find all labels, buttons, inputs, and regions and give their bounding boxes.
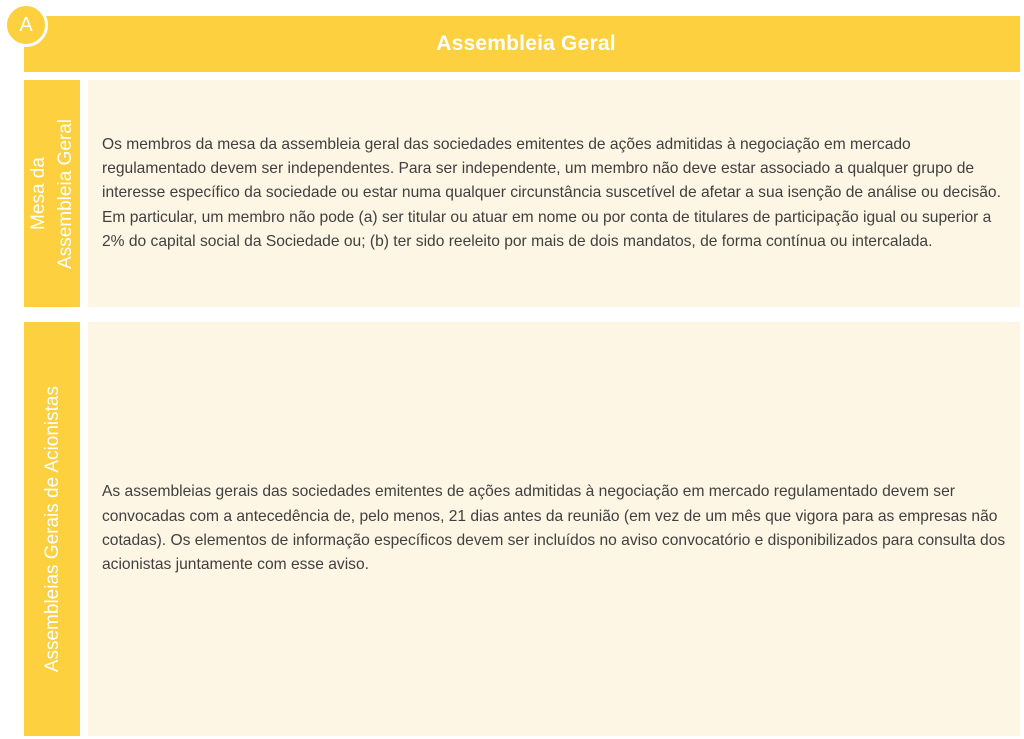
- row-label-text: [39, 386, 66, 672]
- section-header: [24, 16, 1020, 72]
- row-label-text: [25, 119, 79, 269]
- row-label-line1: Assembleias Gerais de Acionistas: [41, 385, 63, 673]
- row-label-mesa: [24, 80, 80, 307]
- row-text: As assembleias gerais das sociedades emitentes de ações admitidas à negociação em mercado regulamentado devem ser convocadas com a antecedência de, pelo menos, 21 dias antes da reunião (em vez de um mês que vigora para as empresas não cotadas). Os elementos de informação específicos devem ser incluídos no aviso convocatório e disponibilizados para consulta dos acionistas juntamente com esse aviso.: [102, 483, 1006, 574]
- row-content-mesa: [88, 80, 1020, 307]
- row-label-assembleias: [24, 322, 80, 736]
- row-content-assembleias: [88, 322, 1020, 736]
- row-label-line2: Assembleia Geral: [55, 118, 76, 269]
- row-text: Os membros da mesa da assembleia geral das sociedades emitentes de ações admitidas à negociação em mercado regulamentado devem ser independentes. Para ser independente, um membro não deve estar associado a qualquer grupo de interesse específico da sociedade ou estar numa qualquer circunstância suscetível de afetar a sua isenção de análise ou decisão. Em particular, um membro não pode (a) ser titular ou atuar em nome ou por conta de titulares de participação igual ou superior a 2% do capital social da Sociedade ou; (b) ter sido reeleito por mais de dois mandatos, de forma contínua ou intercalada.: [102, 135, 1001, 250]
- section-title: Assembleia Geral: [436, 32, 616, 55]
- row-label-line1: Mesa da: [28, 157, 49, 230]
- section-badge: A: [4, 3, 48, 47]
